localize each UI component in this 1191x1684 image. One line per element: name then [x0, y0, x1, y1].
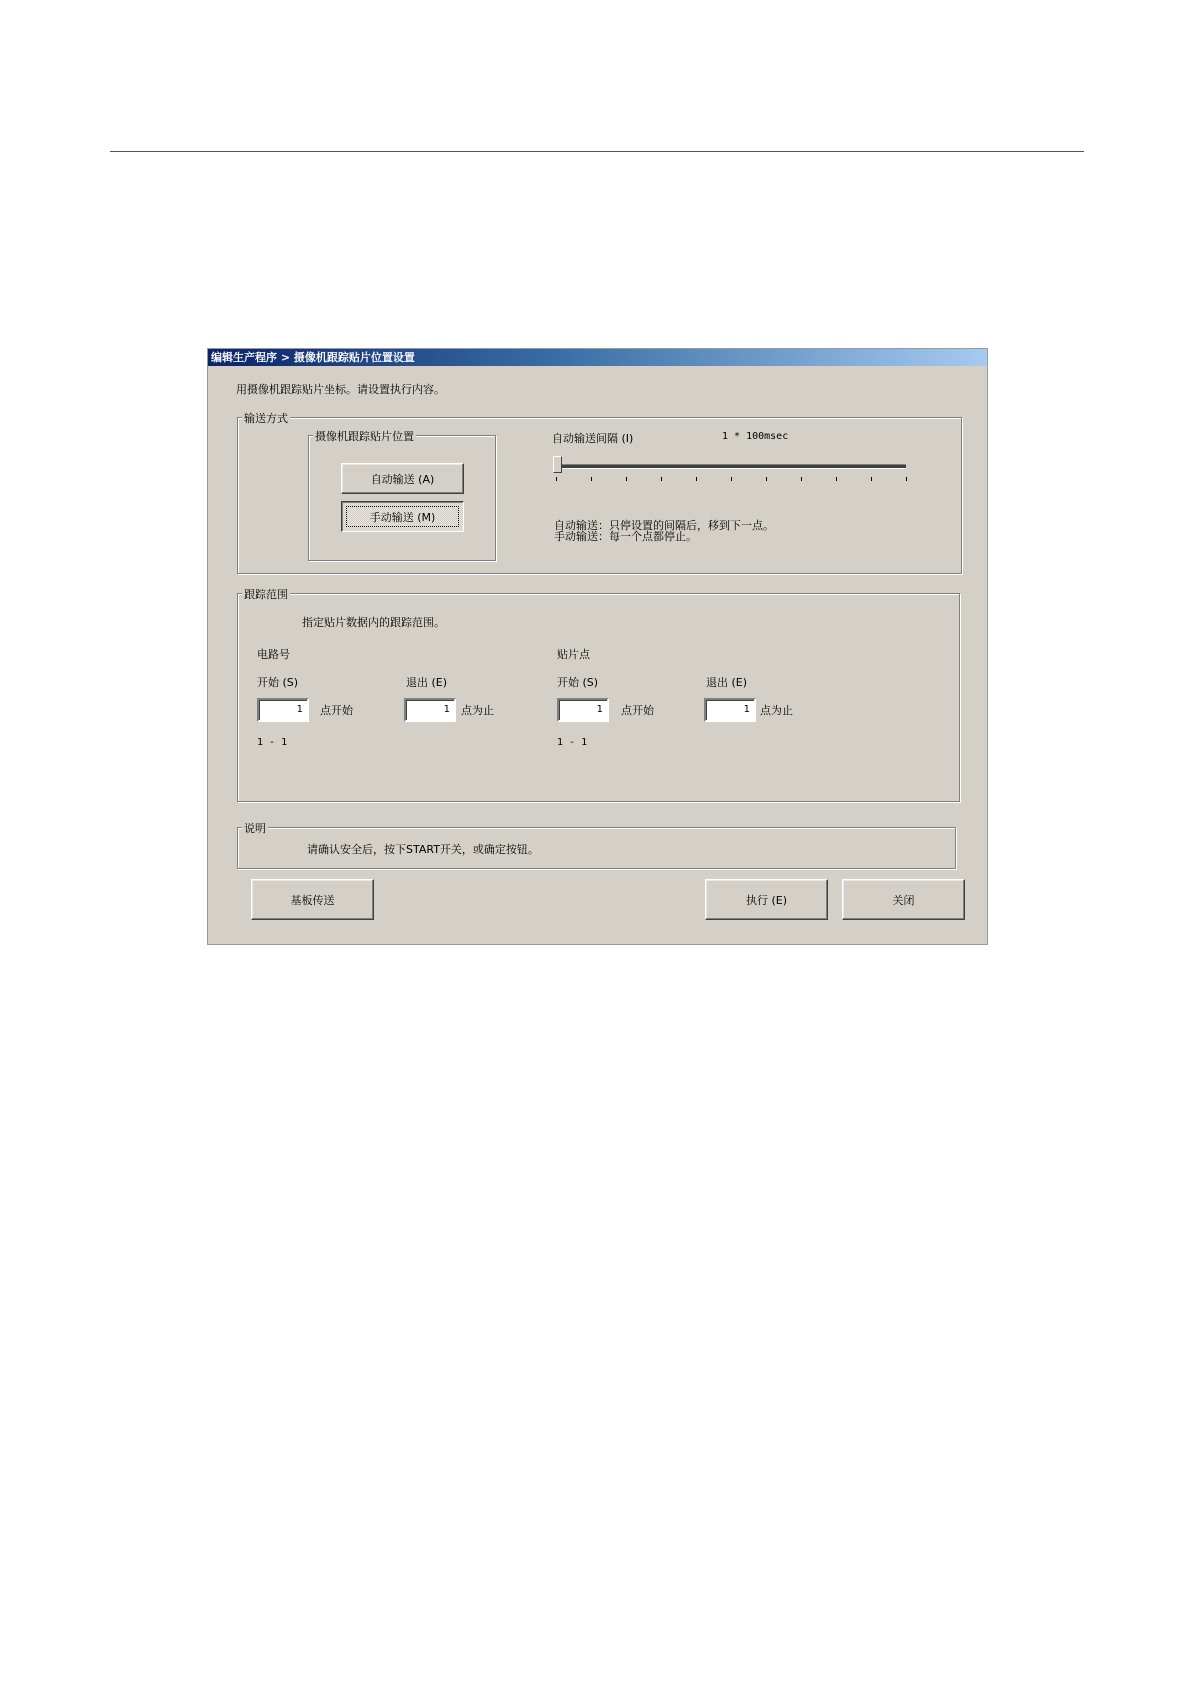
close-button[interactable]: 关闭 [842, 879, 965, 920]
mount-point-title: 贴片点 [557, 648, 590, 661]
note-legend: 说明 [244, 822, 266, 835]
manual-transfer-button[interactable]: 手动输送 (M) [341, 501, 464, 532]
camera-tracking-subgroup [308, 430, 496, 561]
circuit-end-input[interactable]: 1 [404, 698, 456, 722]
manual-transfer-desc: 手动输送：每一个点都停止。 [554, 530, 697, 543]
tracking-range-legend: 跟踪范围 [244, 588, 288, 601]
note-group [237, 822, 956, 869]
board-transfer-button[interactable]: 基板传送 [251, 879, 374, 920]
point-end-input[interactable]: 1 [704, 698, 756, 722]
slider-tick [591, 477, 592, 481]
point-end-label: 退出 (E) [706, 676, 748, 689]
point-start-label: 开始 (S) [557, 676, 599, 689]
circuit-number-title: 电路号 [257, 648, 290, 661]
circuit-start-label: 开始 (S) [257, 676, 299, 689]
camera-tracking-legend: 摄像机跟踪贴片位置 [315, 430, 414, 443]
slider-tick [556, 477, 557, 481]
execute-button[interactable]: 执行 (E) [705, 879, 828, 920]
point-start-input[interactable]: 1 [557, 698, 609, 722]
header-rule [110, 151, 1084, 152]
interval-label: 自动输送间隔 (I) [552, 432, 634, 445]
dialog-title: 编辑生产程序 > 摄像机跟踪贴片位置设置 [208, 349, 987, 366]
point-range-text: 1 - 1 [557, 737, 588, 748]
slider-tick [906, 477, 907, 481]
interval-value: 1 * 100msec [722, 431, 789, 442]
note-text: 请确认安全后，按下START开关，或确定按钮。 [307, 843, 539, 856]
slider-tick [661, 477, 662, 481]
circuit-end-suffix: 点为止 [461, 704, 494, 717]
slider-tick [871, 477, 872, 481]
tracking-range-subtitle: 指定贴片数据内的跟踪范围。 [302, 616, 445, 629]
transfer-method-legend: 输送方式 [244, 412, 288, 425]
auto-transfer-button[interactable]: 自动输送 (A) [341, 463, 464, 494]
slider-tick [836, 477, 837, 481]
auto-transfer-desc: 自动输送：只停设置的间隔后，移到下一点。 [554, 519, 774, 532]
camera-tracking-dialog [207, 348, 988, 945]
slider-tick [696, 477, 697, 481]
interval-slider[interactable] [554, 456, 910, 486]
slider-tick [801, 477, 802, 481]
slider-tick [626, 477, 627, 481]
tracking-range-group [237, 588, 960, 802]
circuit-end-label: 退出 (E) [406, 676, 448, 689]
slider-tick [731, 477, 732, 481]
intro-text: 用摄像机跟踪贴片坐标。请设置执行内容。 [236, 383, 445, 396]
slider-thumb[interactable] [553, 456, 562, 473]
transfer-method-group [237, 412, 962, 574]
circuit-start-input[interactable]: 1 [257, 698, 309, 722]
slider-tick [766, 477, 767, 481]
point-end-suffix: 点为止 [760, 704, 793, 717]
circuit-start-suffix: 点开始 [320, 704, 353, 717]
circuit-range-text: 1 - 1 [257, 737, 288, 748]
slider-track [556, 464, 906, 469]
point-start-suffix: 点开始 [621, 704, 654, 717]
